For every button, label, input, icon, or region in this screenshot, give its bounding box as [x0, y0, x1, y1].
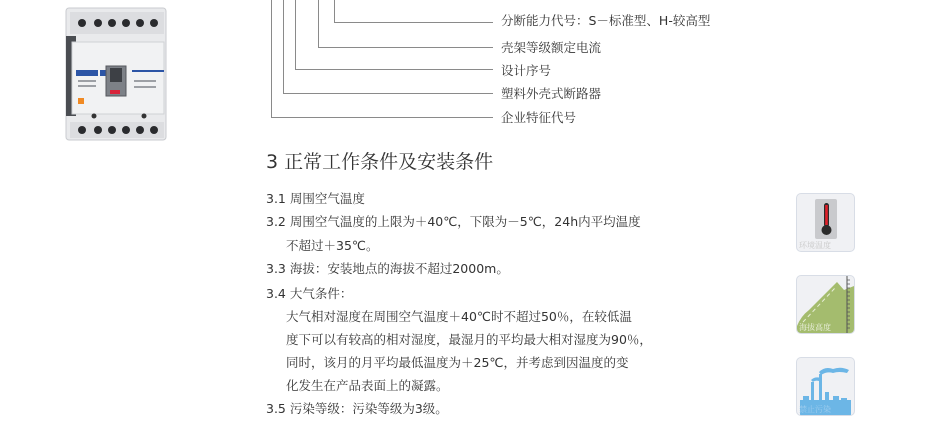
connector-hline	[334, 22, 493, 23]
section-title: 3 正常工作条件及安装条件	[266, 151, 494, 173]
legend-breaking-capacity: 分断能力代号：S－标准型、H-较高型	[501, 13, 711, 28]
item-3-4-line1: 大气相对湿度在周围空气温度＋40℃时不超过50％，在较低温	[286, 309, 632, 324]
ambient-temperature-card	[796, 193, 855, 252]
connector-hline	[295, 69, 493, 70]
item-3-5: 3.5 污染等级：污染等级为3级。	[266, 401, 448, 416]
legend-frame-current: 壳架等级额定电流	[501, 40, 602, 55]
item-3-1: 3.1 周围空气温度	[266, 191, 365, 206]
connector-hline	[318, 47, 493, 48]
connector-hline	[271, 117, 493, 118]
legend-mccb: 塑料外壳式断路器	[501, 86, 602, 101]
connector-vline	[334, 0, 335, 22]
connector-vline	[283, 0, 284, 93]
connector-vline	[295, 0, 296, 69]
icon-caption: 海拔高度	[799, 323, 831, 332]
icon-caption: 环境温度	[799, 241, 831, 250]
connector-vline	[271, 0, 272, 117]
altitude-card	[796, 275, 855, 334]
circuit-breaker-image	[64, 6, 170, 142]
legend-design-serial: 设计序号	[501, 63, 552, 78]
connector-vline	[318, 0, 319, 47]
icon-caption: 禁止污染	[799, 405, 831, 414]
connector-hline	[283, 93, 493, 94]
item-3-4-line3: 同时，该月的月平均最低温度为＋25℃，并考虑到因温度的变	[286, 355, 629, 370]
item-3-2-cont: 不超过＋35℃。	[286, 238, 379, 253]
item-3-2: 3.2 周围空气温度的上限为＋40℃，下限为－5℃，24h内平均温度	[266, 214, 641, 229]
item-3-4-line4: 化发生在产品表面上的凝露。	[286, 378, 449, 393]
item-3-4: 3.4 大气条件：	[266, 286, 353, 301]
legend-enterprise-code: 企业特征代号	[501, 110, 577, 125]
item-3-4-line2: 度下可以有较高的相对湿度，最湿月的平均最大相对湿度为90％，	[286, 332, 652, 347]
item-3-3: 3.3 海拔：安装地点的海拔不超过2000m。	[266, 261, 509, 276]
pollution-card	[796, 357, 855, 416]
